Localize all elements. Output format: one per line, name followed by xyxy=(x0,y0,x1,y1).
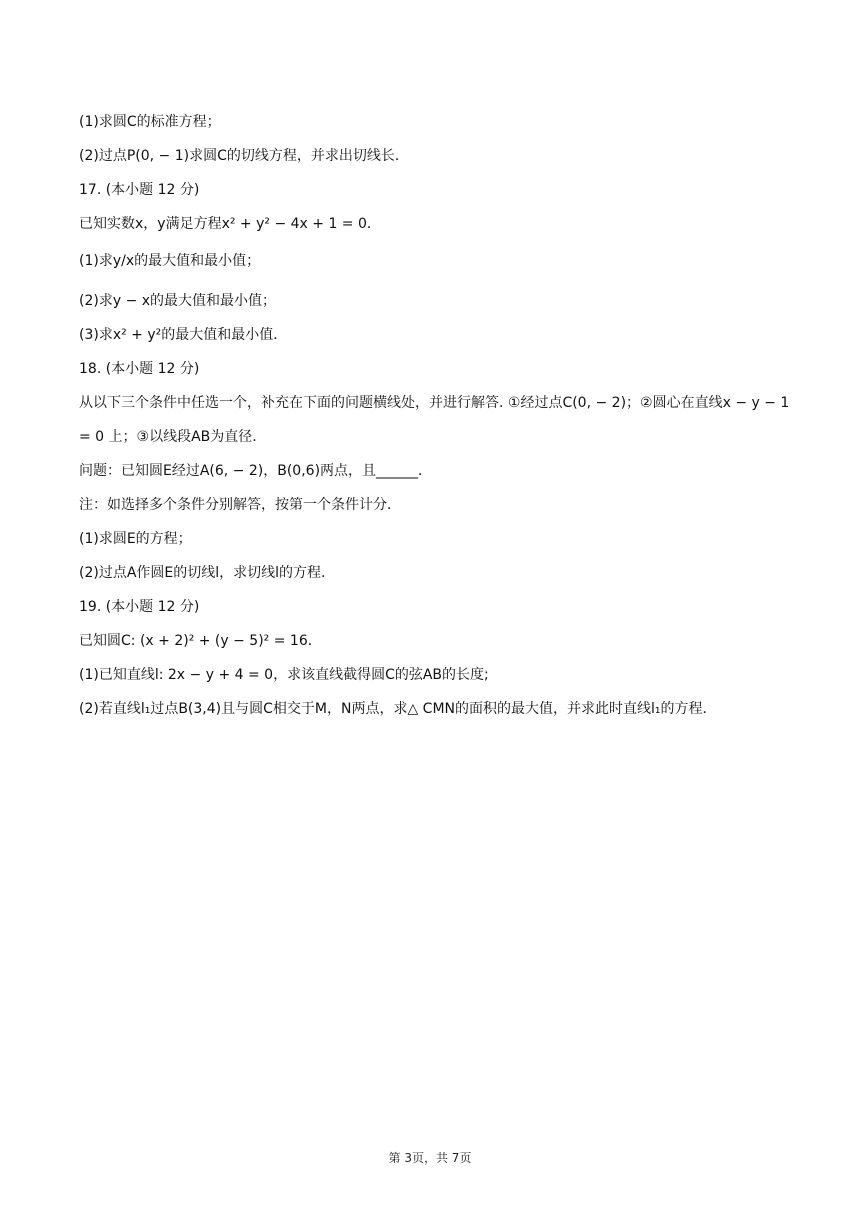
q19-part2: (2)若直线l₁过点B(3,4)且与圆C相交于M，N两点，求△ CMN的面积的最大值，并求此时直线l₁的方程． xyxy=(79,701,717,717)
q18-stem: 从以下三个条件中任选一个，补充在下面的问题横线处，并进行解答. ①经过点C(0, − 2)；②圆心在直线x − y − 1 = 0 上；③以线段AB为直径. xyxy=(79,395,790,445)
q18-question: 问题：已知圆E经过A(6, − 2)，B(0,6)两点，且______． xyxy=(79,463,433,479)
q17-part2: (2)求y − x的最大值和最小值； xyxy=(79,293,277,309)
q18-header: 18. (本小题 12 分) xyxy=(79,361,200,377)
q19-header: 19. (本小题 12 分) xyxy=(79,599,200,615)
q17-stem: 已知实数x，y满足方程x² + y² − 4x + 1 = 0． xyxy=(79,216,381,232)
q17-header: 17. (本小题 12 分) xyxy=(79,182,200,198)
page-number: 第 3页，共 7页 xyxy=(388,1151,472,1165)
q17-part1: (1)求y/x的最大值和最小值； xyxy=(79,253,261,269)
q18-part1: (1)求圆E的方程； xyxy=(79,531,192,547)
q16-part2: (2)过点P(0, − 1)求圆C的切线方程，并求出切线长． xyxy=(79,148,409,164)
q19-stem: 已知圆C: (x + 2)² + (y − 5)² = 16． xyxy=(79,633,322,649)
q18-note: 注：如选择多个条件分别解答，按第一个条件计分． xyxy=(79,497,401,513)
q18-part2: (2)过点A作圆E的切线l，求切线l的方程． xyxy=(79,565,336,581)
q17-part3: (3)求x² + y²的最大值和最小值． xyxy=(79,327,288,343)
q16-part1: (1)求圆C的标准方程； xyxy=(79,114,221,130)
q19-part1: (1)已知直线l: 2x − y + 4 = 0，求该直线截得圆C的弦AB的长度; xyxy=(79,667,489,683)
